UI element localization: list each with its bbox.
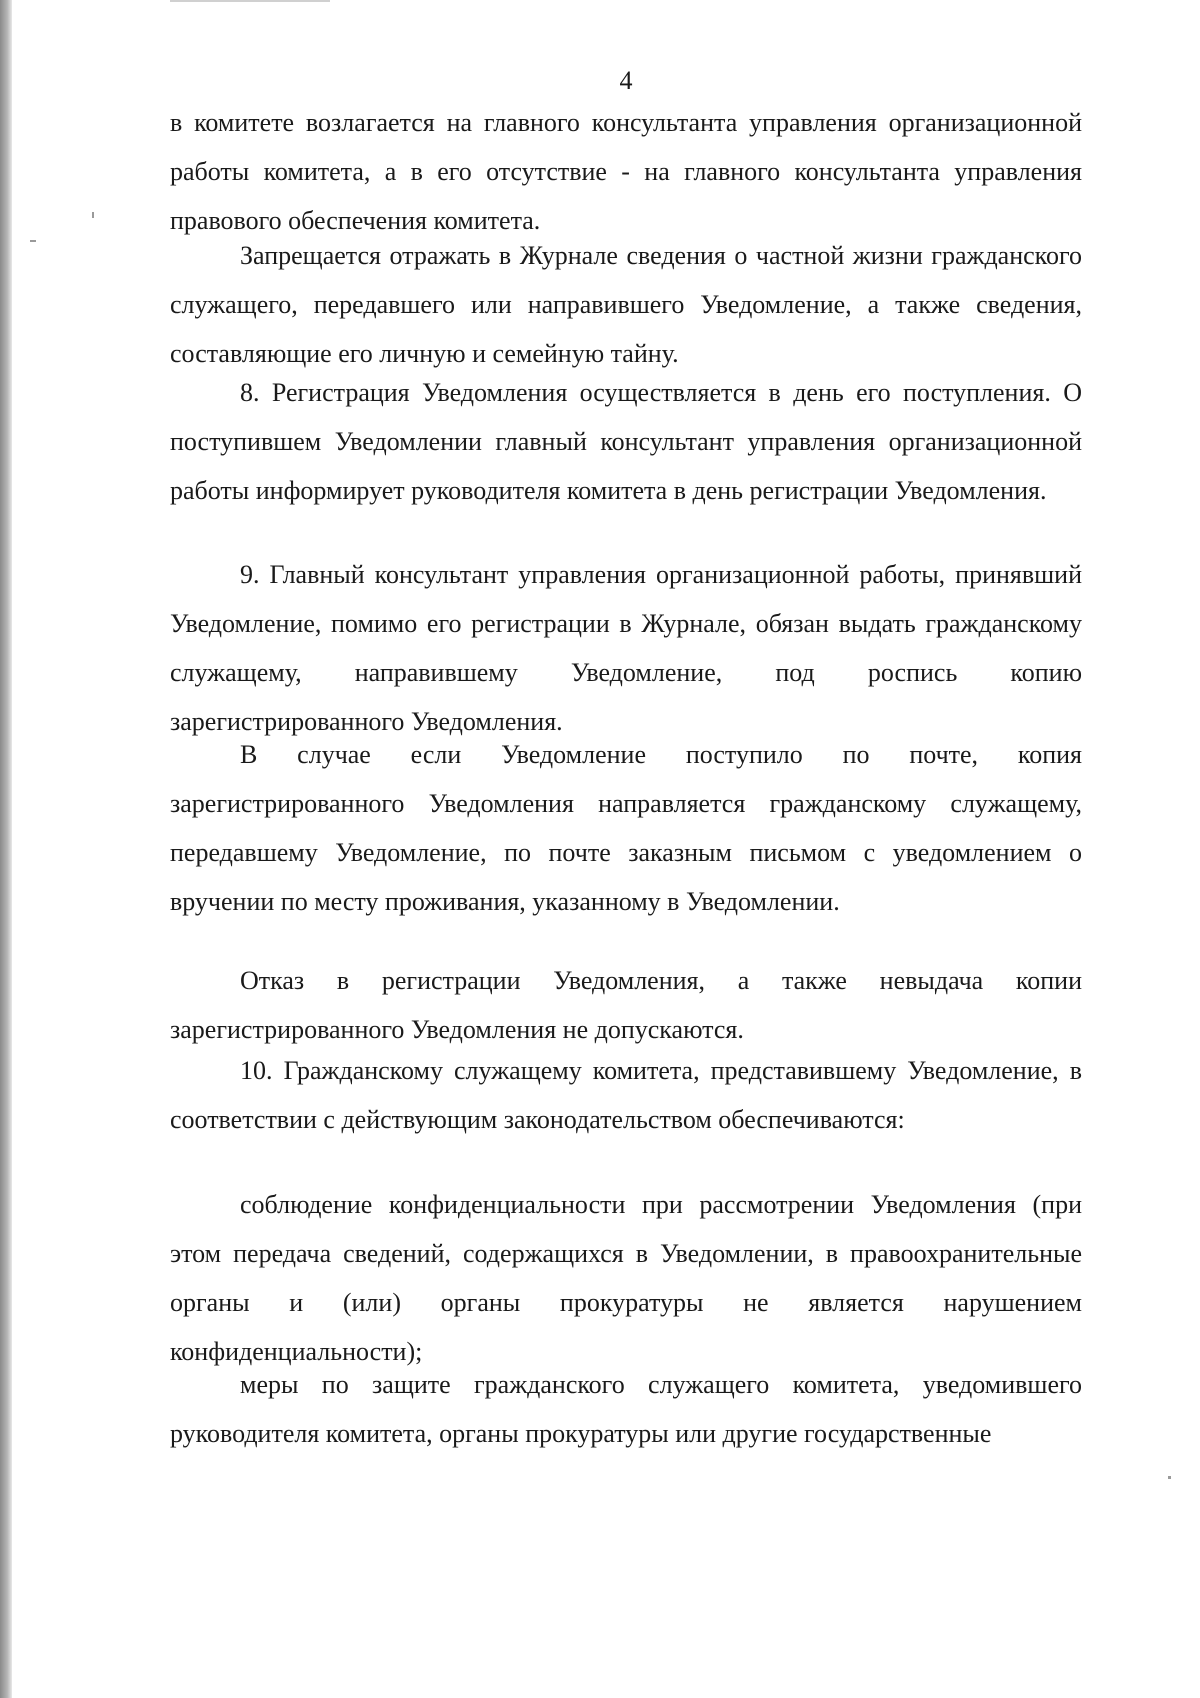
paragraph: 8. Регистрация Уведомления осуществляется в день его поступления. О поступившем Уведомлении главный консультант управления организационной работы информирует руководителя комитета в день регистрации Уведомления.	[170, 378, 1082, 505]
scan-top-mark	[170, 0, 330, 2]
scan-speck	[1168, 1476, 1171, 1479]
scan-speck	[92, 212, 94, 218]
paragraph: В случае если Уведомление поступило по почте, копия зарегистрированного Уведомления направляется гражданскому служащему, передавшему Уведомление, по почте заказным письмом с уведомлением о вручении по месту проживания, указанному в Уведомлении.	[170, 740, 1082, 916]
page-number: 4	[619, 66, 633, 95]
paragraph: меры по защите гражданского служащего комитета, уведомившего руководителя комитета, органы прокуратуры или другие государственные	[170, 1370, 1082, 1448]
paragraph: 10. Гражданскому служащему комитета, представившему Уведомление, в соответствии с действующим законодательством обеспечиваются:	[170, 1056, 1082, 1134]
paragraph: Отказ в регистрации Уведомления, а также невыдача копии зарегистрированного Уведомления не допускаются.	[170, 966, 1082, 1044]
scan-speck	[30, 240, 36, 242]
paragraph: 9. Главный консультант управления организационной работы, принявший Уведомление, помимо его регистрации в Журнале, обязан выдать гражданскому служащему, направившему Уведомление, под роспись копию зарегистрированного Уведомления.	[170, 560, 1082, 736]
scan-left-edge	[0, 0, 12, 1698]
paragraph: в комитете возлагается на главного консультанта управления организационной работы комитета, а в его отсутствие - на главного консультанта управления правового обеспечения комитета.	[170, 108, 1082, 235]
paragraph: соблюдение конфиденциальности при рассмотрении Уведомления (при этом передача сведений, содержащихся в Уведомлении, в правоохранительные органы и (или) органы прокуратуры не является нарушением конфиденциальности);	[170, 1190, 1082, 1366]
paragraph: Запрещается отражать в Журнале сведения о частной жизни гражданского служащего, передавшего или направившего Уведомление, а также сведения, составляющие его личную и семейную тайну.	[170, 241, 1082, 368]
